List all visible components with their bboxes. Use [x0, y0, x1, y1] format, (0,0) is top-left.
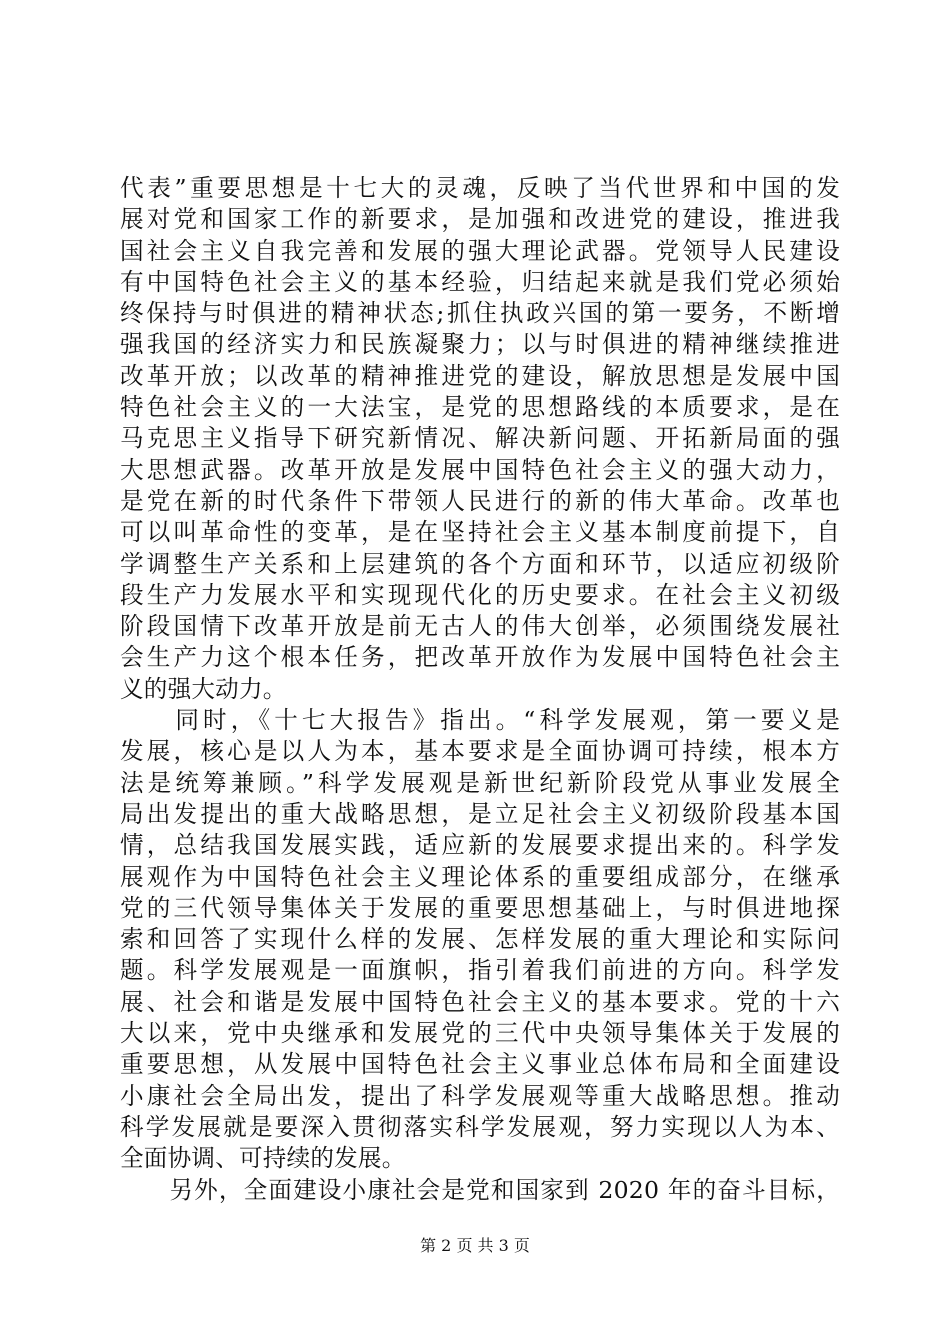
- text-line: 展、社会和谐是发展中国特色社会主义的基本要求。党的十六: [120, 987, 840, 1016]
- text-line: 展观作为中国特色社会主义理论体系的重要组成部分，在继承: [120, 862, 840, 891]
- text-line: 是党在新的时代条件下带领人民进行的新的伟大革命。改革也: [120, 486, 840, 515]
- text-line: 题。科学发展观是一面旗帜，指引着我们前进的方向。科学发: [120, 956, 840, 985]
- text-line: 特色社会主义的一大法宝，是党的思想路线的本质要求，是在: [120, 393, 840, 422]
- document-body: [120, 173, 840, 1206]
- text-line: 同时，《十七大报告》指出。“科学发展观，第一要义是: [120, 706, 840, 735]
- text-line: 大以来，党中央继承和发展党的三代中央领导集体关于发展的: [120, 1019, 840, 1048]
- text-line: 会生产力这个根本任务，把改革开放作为发展中国特色社会主: [120, 643, 840, 672]
- text-line: 强我国的经济实力和民族凝聚力；以与时俱进的精神继续推进: [120, 330, 840, 359]
- text-line: 党的三代领导集体关于发展的重要思想基础上，与时俱进地探: [120, 893, 840, 922]
- text-line: 可以叫革命性的变革，是在坚持社会主义基本制度前提下，自: [120, 518, 840, 547]
- text-line: 小康社会全局出发，提出了科学发展观等重大战略思想。推动: [120, 1081, 840, 1110]
- text-line: 国社会主义自我完善和发展的强大理论武器。党领导人民建设: [120, 236, 840, 265]
- text-line: 终保持与时俱进的精神状态;抓住执政兴国的第一要务，不断增: [120, 299, 840, 328]
- text-line: 情，总结我国发展实践，适应新的发展要求提出来的。科学发: [120, 831, 840, 860]
- text-line: 有中国特色社会主义的基本经验，归结起来就是我们党必须始: [120, 267, 840, 296]
- text-line: 全面协调、可持续的发展。: [120, 1144, 406, 1173]
- text-line: 义的强大动力。: [120, 674, 287, 703]
- text-line: 代表”重要思想是十七大的灵魂，反映了当代世界和中国的发: [120, 174, 840, 202]
- text-line: 展对党和国家工作的新要求，是加强和改进党的建设，推进我: [120, 205, 840, 234]
- text-line: 学调整生产关系和上层建筑的各个方面和环节，以适应初级阶: [120, 549, 840, 578]
- text-line: 科学发展就是要深入贯彻落实科学发展观，努力实现以人为本、: [120, 1112, 840, 1141]
- text-line: 阶段国情下改革开放是前无古人的伟大创举，必须围绕发展社: [120, 612, 840, 641]
- text-line: 重要思想，从发展中国特色社会主义事业总体布局和全面建设: [120, 1050, 840, 1079]
- text-line: 局出发提出的重大战略思想，是立足社会主义初级阶段基本国: [120, 799, 840, 828]
- text-line: 段生产力发展水平和实现现代化的历史要求。在社会主义初级: [120, 580, 840, 609]
- text-line: 索和回答了实现什么样的发展、怎样发展的重大理论和实际问: [120, 925, 840, 954]
- text-line: 改革开放；以改革的精神推进党的建设，解放思想是发展中国: [120, 361, 840, 390]
- page-number-footer: 第 2 页 共 3 页: [420, 1236, 530, 1255]
- text-line: 发展，核心是以人为本，基本要求是全面协调可持续，根本方: [120, 737, 840, 766]
- text-line: 大思想武器。改革开放是发展中国特色社会主义的强大动力，: [120, 455, 840, 484]
- text-line: 马克思主义指导下研究新情况、解决新问题、开拓新局面的强: [120, 424, 840, 453]
- text-line: 法是统筹兼顾。”科学发展观是新世纪新阶段党从事业发展全: [120, 768, 840, 797]
- text-line: 另外，全面建设小康社会是党和国家到 2020 年的奋斗目标，: [120, 1175, 840, 1204]
